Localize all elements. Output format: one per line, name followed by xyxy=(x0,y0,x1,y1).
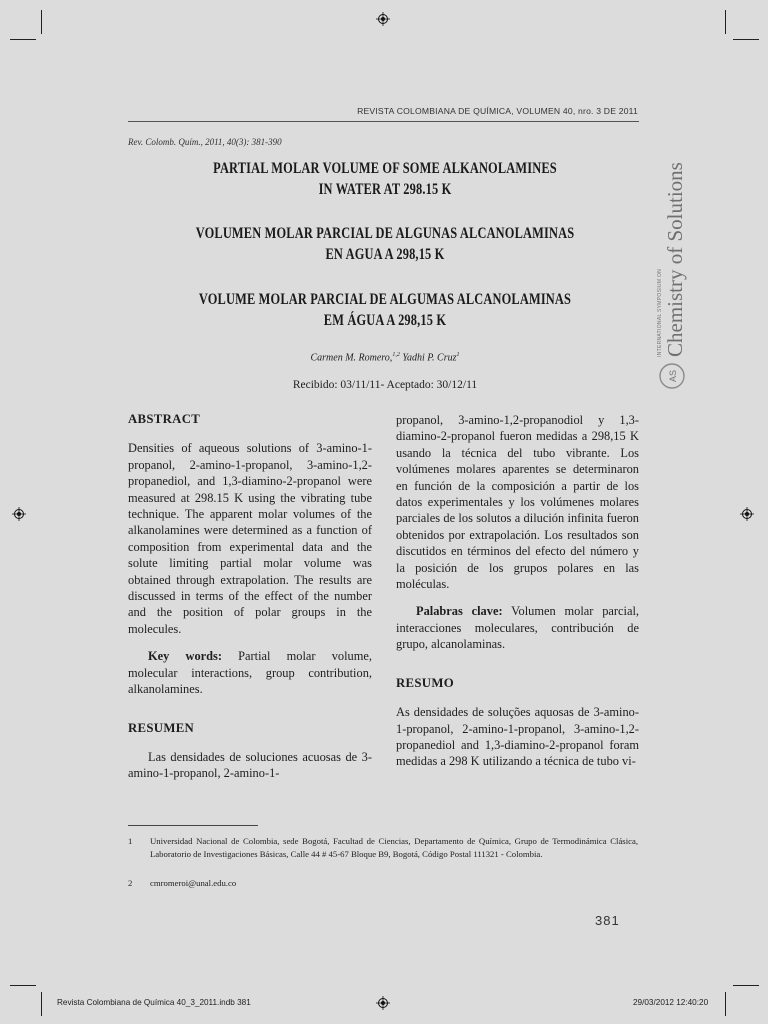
crop-mark-br-v xyxy=(725,992,726,1016)
left-column xyxy=(128,411,372,782)
footnote-rule xyxy=(128,825,258,826)
brand-title: Chemistry of Solutions xyxy=(663,162,687,357)
title-portuguese: VOLUME MOLAR PARCIAL DE ALGUMAS ALCANOLAMINAS EM ÁGUA A 298,15 K xyxy=(198,291,572,329)
abstract-text: Densities of aqueous solutions of 3-amino-1-propanol, 2-amino-1-propanol, 3-amino-1,2-propanediol, and 1,3-diamino-2-propanol were measured at 298.15 K using the vibrating tube technique. The apparent molar volumes of the alkanolamines were determined as a function of composition from experimental data and the solute limiting partial molar volume was obtained through extrapolation. The results are discussed in terms of the effect of the number and the position of polar groups in the molecules. xyxy=(128,441,372,636)
header-rule xyxy=(128,121,639,122)
brand-subtitle: INTERNATIONAL SYMPOSIUM ON xyxy=(657,268,663,357)
crop-mark-tr-h xyxy=(733,39,759,40)
resumen-text-start: Las densidades de soluciones acuosas de 3-amino-1-propanol, 2-amino-1- xyxy=(128,749,372,781)
chemistry-of-solutions-brand xyxy=(652,125,692,400)
resumo-heading: RESUMO xyxy=(396,675,454,690)
resumen-text-cont: propanol, 3-amino-1,2-propanodiol y 1,3-diamino-2-propanol fueron medidas a 298,15 K usando la técnica del tubo vibrante. Los volúmenes molares aparentes se determinaron en función de la composición a partir de los datos experimentales y los volúmenes molares parciales de los solutos a dilución infinita fueron obtenidos por extrapolación. Los resultados son discutidos en términos del efecto del número y la posición de los grupos polares en las moléculas. xyxy=(396,413,639,592)
crop-mark-bl-h xyxy=(10,985,36,986)
right-column xyxy=(396,412,639,770)
slug-filename: Revista Colombiana de Química 40_3_2011.indb 381 xyxy=(57,998,251,1007)
registration-mark-top-icon xyxy=(376,12,390,26)
svg-text:AS: AS xyxy=(668,369,678,383)
crop-mark-tl-v xyxy=(41,10,42,34)
registration-mark-left-icon xyxy=(12,507,26,521)
crop-mark-br-h xyxy=(733,985,759,986)
citation: Rev. Colomb. Quím., 2011, 40(3): 381-390 xyxy=(128,137,282,147)
title-english: PARTIAL MOLAR VOLUME OF SOME ALKANOLAMINES IN WATER AT 298.15 K xyxy=(213,160,557,198)
journal-header: REVISTA COLOMBIANA DE QUÍMICA, VOLUMEN 40, nro. 3 DE 2011 xyxy=(357,106,638,116)
crop-mark-tr-v xyxy=(725,10,726,34)
abstract-heading: ABSTRACT xyxy=(128,412,201,426)
palabras-clave: Palabras clave: Volumen molar parcial, interacciones moleculares, contribución de grupo, alcanolaminas. xyxy=(396,604,640,652)
footnote-2: 2 cmromeroi@unal.edu.co xyxy=(128,878,237,888)
resumo-text: As densidades de soluções aquosas de 3-amino-1-propanol, 2-amino-1-propanol, 3-amino-1,2-propanediol and 1,3-diamino-2-propanol foram medidas a 298 K utilizando a técnica de tubo vi- xyxy=(396,705,639,769)
registration-mark-bottom-icon xyxy=(376,996,390,1010)
slug-timestamp: 29/03/2012 12:40:20 xyxy=(633,998,709,1007)
authors: Carmen M. Romero,$^{1,2}$ Yadhi P. Cruz$^1$ xyxy=(310,352,460,364)
registration-mark-right-icon xyxy=(740,507,754,521)
resumen-heading: RESUMEN xyxy=(128,720,195,735)
brand-logo-icon xyxy=(660,364,684,388)
footnote-1: 1 Universidad Nacional de Colombia, sede Bogotá, Facultad de Ciencias, Departamento de Química, Grupo de Termodinámica Clásica, Laboratorio de Investigaciones Básicas, Calle 44 # 45-67 Bloque B9, Bogotá, Código Postal 111321 - Colombia. xyxy=(128,836,638,859)
keywords: Key words: Partial molar volume, molecular interactions, group contribution, alkanolamines. xyxy=(128,649,372,697)
page-number: 381 xyxy=(595,913,620,928)
crop-mark-tl-h xyxy=(10,39,36,40)
received-accepted-dates: Recibido: 03/11/11- Aceptado: 30/12/11 xyxy=(292,379,478,391)
crop-mark-bl-v xyxy=(41,992,42,1016)
title-spanish: VOLUMEN MOLAR PARCIAL DE ALGUNAS ALCANOLAMINAS EN AGUA A 298,15 K xyxy=(195,225,575,263)
